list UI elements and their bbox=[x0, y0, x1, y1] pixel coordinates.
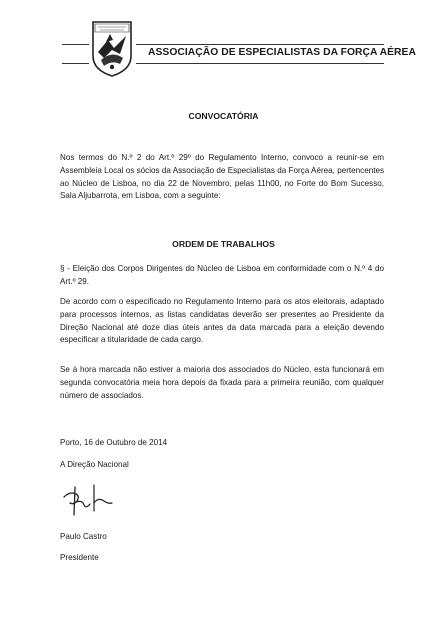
association-emblem-icon bbox=[90, 20, 134, 78]
header-rule bbox=[62, 44, 89, 45]
signer-role: Presidente bbox=[60, 553, 99, 562]
signer-name: Paulo Castro bbox=[60, 532, 107, 541]
place-date: Porto, 16 de Outubro de 2014 bbox=[60, 438, 168, 447]
header-rule bbox=[136, 63, 384, 64]
header-rule bbox=[62, 63, 89, 64]
issuer: A Direção Nacional bbox=[60, 460, 129, 469]
letterhead bbox=[62, 20, 416, 80]
document-title: CONVOCATÓRIA bbox=[188, 111, 259, 121]
agenda-title: ORDEM DE TRABALHOS bbox=[172, 239, 275, 249]
lists-paragraph: De acordo com o especificado no Regulamento Interno para os atos eleitorais, adaptado para processos internos, as listas candidatas deverão ser presentes ao Presidente da Direção Nacional até doze dias úteis antes da data marcada para a eleição devendo especificar a titularidade de cada cargo. bbox=[60, 297, 384, 345]
header-rule bbox=[136, 44, 384, 45]
agenda-item: § - Eleição dos Corpos Dirigentes do Núcleo de Lisboa em conformidade com o N.º 4 do Art.º 29. bbox=[60, 264, 384, 286]
intro-paragraph: Nos termos do N.º 2 do Art.º 29º do Regulamento Interno, convoco a reunir-se em Assembleia Local os sócios da Associação de Especialistas da Força Aérea, pertencentes ao Núcleo de Lisboa, no dia 22 de Novembro, pelas 11h00, no Forte do Bom Sucesso, Sala Aljubarrota, em Lisboa, com a seguinte: bbox=[60, 153, 384, 201]
handwritten-signature-icon bbox=[60, 481, 130, 521]
quorum-paragraph: Se à hora marcada não estiver a maioria dos associados do Núcleo, esta funcionará em segunda convocatória meia hora depois da fixada para a primeira reunião, com qualquer número de associados. bbox=[60, 365, 384, 400]
association-name: ASSOCIAÇÃO DE ESPECIALISTAS DA FORÇA AÉREA bbox=[148, 47, 416, 58]
